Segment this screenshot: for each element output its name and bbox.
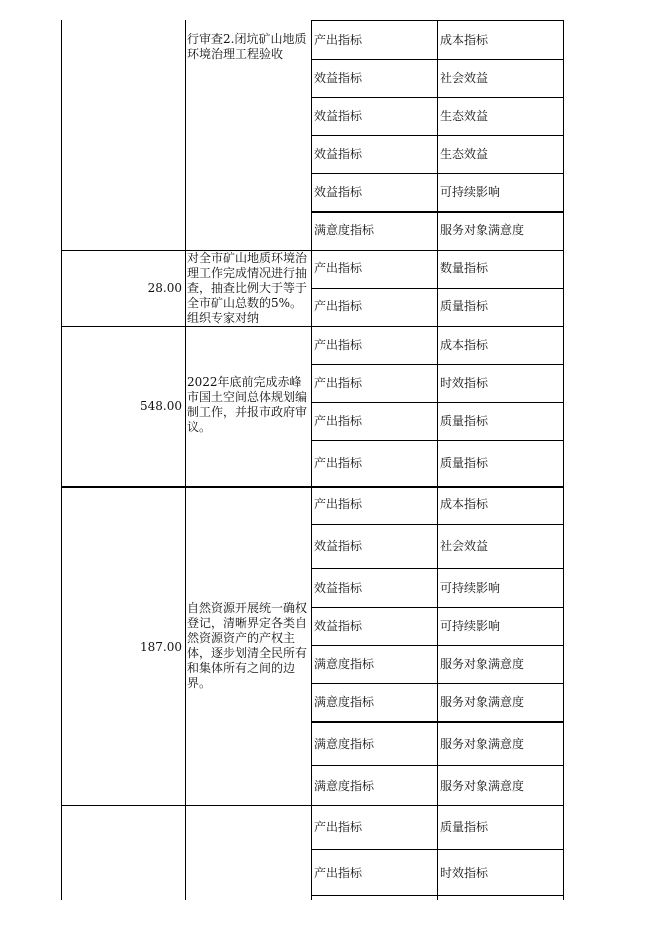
row-separator	[311, 607, 564, 608]
level1-indicator: 产出指标	[314, 820, 363, 834]
row-separator	[311, 895, 564, 896]
level1-indicator: 效益指标	[314, 147, 363, 161]
level2-indicator: 服务对象满意度	[440, 779, 525, 793]
row-separator	[311, 364, 564, 365]
level1-indicator: 效益指标	[314, 71, 363, 85]
level2-indicator: 成本指标	[440, 497, 489, 511]
group-separator	[61, 250, 564, 251]
grid-line	[61, 20, 62, 900]
level1-indicator: 满意度指标	[314, 737, 375, 751]
level2-indicator: 时效指标	[440, 376, 489, 390]
level1-indicator: 产出指标	[314, 497, 363, 511]
level1-indicator: 满意度指标	[314, 779, 375, 793]
level1-indicator: 效益指标	[314, 109, 363, 123]
description-text: 自然资源开展统一确权登记，清晰界定各类自然资源资产的产权主体，逐步划清全民所有和集体所有之间的边界。	[187, 601, 308, 690]
level2-indicator: 成本指标	[440, 338, 489, 352]
level1-indicator: 产出指标	[314, 261, 363, 275]
level2-indicator: 可持续影响	[440, 581, 501, 595]
level2-indicator: 可持续影响	[440, 185, 501, 199]
grid-line	[311, 20, 312, 900]
row-separator	[311, 211, 564, 213]
level1-indicator: 效益指标	[314, 619, 363, 633]
level1-indicator: 产出指标	[314, 456, 363, 470]
row-separator	[311, 568, 564, 569]
level1-indicator: 效益指标	[314, 185, 363, 199]
level2-indicator: 时效指标	[440, 866, 489, 880]
row-separator	[311, 97, 564, 98]
row-separator	[311, 402, 564, 403]
level2-indicator: 可持续影响	[440, 619, 501, 633]
level2-indicator: 质量指标	[440, 456, 489, 470]
description-cell	[187, 251, 311, 326]
level2-indicator: 服务对象满意度	[440, 657, 525, 671]
row-separator	[311, 20, 564, 21]
group-separator	[61, 805, 564, 806]
level2-indicator: 质量指标	[440, 820, 489, 834]
level1-indicator: 产出指标	[314, 376, 363, 390]
row-separator	[311, 135, 564, 136]
group-separator	[61, 486, 564, 488]
row-separator	[311, 849, 564, 850]
level1-indicator: 满意度指标	[314, 223, 375, 237]
description-text: 行审查2.闭坑矿山地质环境治理工程验收	[187, 32, 307, 61]
description-cell	[187, 20, 311, 250]
level2-indicator: 数量指标	[440, 261, 489, 275]
row-separator	[311, 765, 564, 766]
level1-indicator: 产出指标	[314, 299, 363, 313]
amount-value: 187.00	[140, 640, 182, 654]
level2-indicator: 生态效益	[440, 109, 489, 123]
level2-indicator: 服务对象满意度	[440, 737, 525, 751]
level2-indicator: 社会效益	[440, 71, 489, 85]
level1-indicator: 产出指标	[314, 33, 363, 47]
row-separator	[311, 524, 564, 525]
level1-indicator: 产出指标	[314, 866, 363, 880]
row-separator	[311, 645, 564, 646]
level1-indicator: 产出指标	[314, 338, 363, 352]
group-separator	[61, 326, 564, 327]
description-text: 对全市矿山地质环境治理工作完成情况进行抽查，抽查比例大于等于全市矿山总数的5%。组织专家对纳	[187, 251, 308, 325]
grid-line	[185, 20, 186, 900]
grid-line	[563, 20, 564, 900]
row-separator	[311, 721, 564, 723]
amount-value: 28.00	[147, 281, 182, 295]
level2-indicator: 服务对象满意度	[440, 695, 525, 709]
level2-indicator: 生态效益	[440, 147, 489, 161]
level2-indicator: 社会效益	[440, 539, 489, 553]
amount-value: 548.00	[140, 399, 182, 413]
row-separator	[311, 440, 564, 441]
grid-line	[437, 20, 438, 900]
level1-indicator: 产出指标	[314, 414, 363, 428]
level2-indicator: 成本指标	[440, 33, 489, 47]
row-separator	[311, 683, 564, 684]
level1-indicator: 满意度指标	[314, 695, 375, 709]
level1-indicator: 效益指标	[314, 539, 363, 553]
row-separator	[311, 59, 564, 60]
level1-indicator: 效益指标	[314, 581, 363, 595]
level2-indicator: 质量指标	[440, 299, 489, 313]
level1-indicator: 满意度指标	[314, 657, 375, 671]
row-separator	[311, 173, 564, 174]
level2-indicator: 质量指标	[440, 414, 489, 428]
level2-indicator: 服务对象满意度	[440, 223, 525, 237]
description-text: 2022年底前完成赤峰市国土空间总体规划编制工作，并报市政府审议。	[187, 375, 308, 434]
row-separator	[311, 288, 564, 289]
